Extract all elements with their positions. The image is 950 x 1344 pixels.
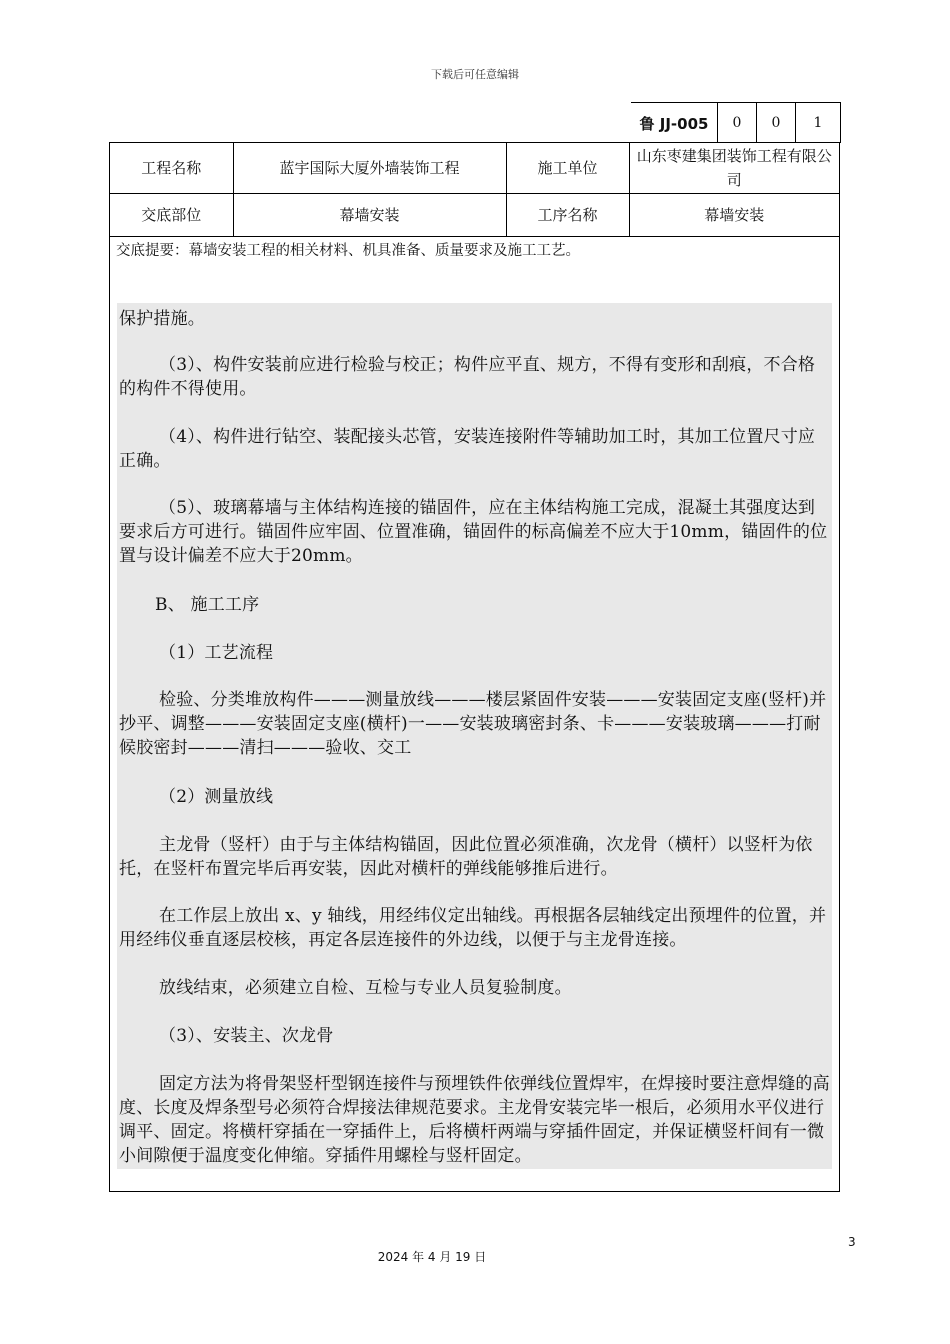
form-code-digit-1: 0 [717, 103, 756, 143]
info-table [110, 143, 839, 237]
form-code-digit-3: 1 [795, 103, 840, 143]
contractor-label: 施工单位 [506, 143, 629, 194]
section-value: 幕墙安装 [233, 194, 506, 237]
info-row-2 [110, 194, 839, 237]
header-watermark: 下载后可任意编辑 [431, 68, 519, 81]
paragraph-item-5: （5）、玻璃幕墙与主体结构连接的锚固件，应在主体结构施工完成，混凝土其强度达到要求后方可进行。锚固件应牢固、位置准确，锚固件的标高偏差不应大于10mm，锚固件的位置与设计偏差不应大于20mm。 [119, 498, 828, 566]
paragraph-process-flow: 检验、分类堆放构件———测量放线———楼层紧固件安装———安装固定支座(竖杆)并抄平、调整———安装固定支座(横杆)一——安装玻璃密封条、卡———安装玻璃———打耐候胶密封———清扫———验收、交工 [119, 690, 827, 758]
heading-process-flow: （1）工艺流程 [159, 643, 274, 663]
form-code-label: 鲁 JJ-005 [639, 114, 709, 133]
process-label: 工序名称 [506, 194, 629, 237]
heading-install-keels: （3）、安装主、次龙骨 [159, 1026, 334, 1046]
form-code-digit-2: 0 [756, 103, 795, 143]
paragraph-item-4: （4）、构件进行钻空、装配接头芯管，安装连接附件等辅助加工时，其加工位置尺寸应正确。 [119, 427, 816, 471]
paragraph-main-keel: 主龙骨（竖杆）由于与主体结构锚固，因此位置必须准确，次龙骨（横杆）以竖杆为依托，在竖杆布置完毕后再安装，因此对横杆的弹线能够推后进行。 [119, 835, 813, 879]
paragraph-inspection: 放线结束，必须建立自检、互检与专业人员复验制度。 [159, 978, 572, 998]
paragraph-axis-lines: 在工作层上放出 x、y 轴线，用经纬仪定出轴线。再根据各层轴线定出预埋件的位置，并用经纬仪垂直逐层校核，再定各层连接件的外边线，以便于与主龙骨连接。 [119, 906, 827, 950]
paragraph-fixing-method: 固定方法为将骨架竖杆型钢连接件与预埋铁件依弹线位置焊牢，在焊接时要注意焊缝的高度、长度及焊条型号必须符合焊接法律规范要求。主龙骨安装完毕一根后，必须用水平仪进行调平、固定。将横杆穿插在一穿插件上，后将横杆两端与穿插件固定，并保证横竖杆间有一微小间隙便于温度变化伸缩。穿插件用螺栓与竖杆固定。 [119, 1074, 830, 1166]
paragraph-protection: 保护措施。 [119, 309, 205, 329]
paragraph-item-3: （3）、构件安装前应进行检验与校正；构件应平直、规方，不得有变形和刮痕，不合格的构件不得使用。 [119, 355, 816, 399]
content-body [117, 303, 832, 1169]
project-name-value: 蓝宇国际大厦外墙装饰工程 [233, 143, 506, 194]
section-label: 交底部位 [110, 194, 233, 237]
summary-text: 交底提要：幕墙安装工程的相关材料、机具准备、质量要求及施工工艺。 [116, 243, 580, 259]
project-name-label: 工程名称 [110, 143, 233, 194]
form-code-row [631, 102, 841, 143]
contractor-value: 山东枣建集团装饰工程有限公司 [629, 143, 839, 194]
page-number: 3 [848, 1235, 856, 1249]
process-value: 幕墙安装 [629, 194, 839, 237]
footer-date: 2024 年 4 月 19 日 [377, 1250, 487, 1264]
info-row-1 [110, 143, 839, 194]
heading-survey-layout: （2）测量放线 [159, 787, 274, 807]
heading-construction-process: B、 施工工序 [155, 595, 260, 615]
